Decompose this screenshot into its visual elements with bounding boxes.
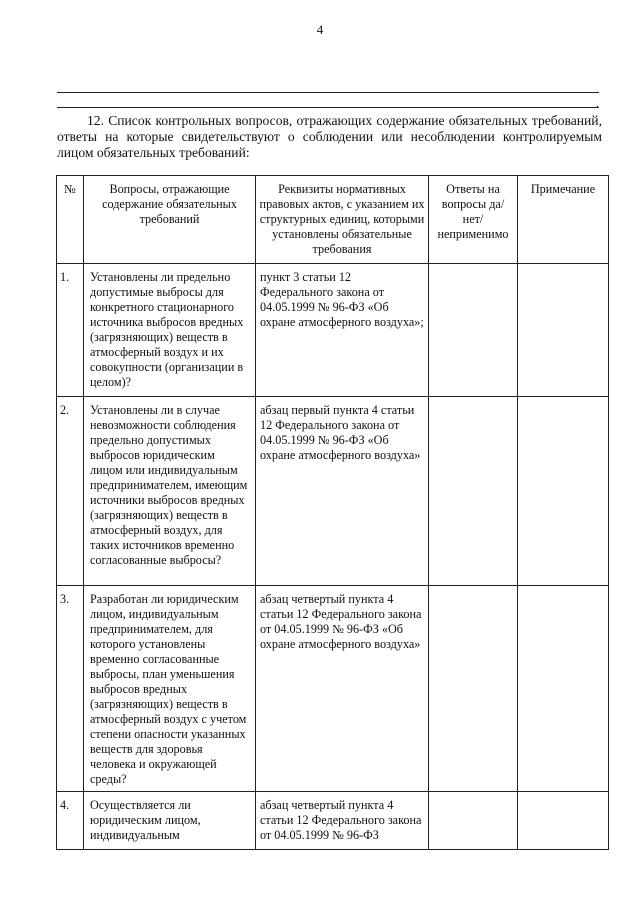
row-answer-cell[interactable] <box>429 792 518 850</box>
table-row <box>57 397 609 586</box>
header-number: № <box>57 176 84 264</box>
header-answer: Ответы на вопросы да/нет/ неприменимо <box>429 176 518 264</box>
row-question: Установлены ли предельно допустимые выбросы для конкретного стационарного источника выбросов вредных (загрязняющих) веществ в атмосферный воздух и их совокупности (организации в целом)? <box>84 264 256 397</box>
row-number: 3. <box>57 586 84 792</box>
row-number: 1. <box>57 264 84 397</box>
intro-text: 12. Список контрольных вопросов, отражающих содержание обязательных требований, ответы на которые свидетельствуют о соблюдении или несоблюдении контролируемым лицом обязательных требований: <box>57 113 602 160</box>
blank-line-2 <box>57 107 599 108</box>
row-question: Осуществляется ли юридическим лицом, индивидуальным <box>84 792 256 850</box>
blank-line-1 <box>57 92 599 93</box>
row-reference: абзац четвертый пункта 4 статьи 12 Федерального закона от 04.05.1999 № 96-ФЗ «Об охране атмосферного воздуха» <box>256 586 429 792</box>
row-number: 2. <box>57 397 84 586</box>
row-number: 4. <box>57 792 84 850</box>
header-reference: Реквизиты нормативных правовых актов, с указанием их структурных единиц, которыми установлены обязательные требования <box>256 176 429 264</box>
row-reference: пункт 3 статьи 12 Федерального закона от 04.05.1999 № 96-ФЗ «Об охране атмосферного воздуха»; <box>256 264 429 397</box>
checklist-table <box>56 175 609 850</box>
row-note-cell[interactable] <box>518 586 609 792</box>
row-reference: абзац четвертый пункта 4 статьи 12 Федерального закона от 04.05.1999 № 96-ФЗ <box>256 792 429 850</box>
row-question: Установлены ли в случае невозможности соблюдения предельно допустимых выбросов юридическим лицом или индивидуальным предпринимателем, имеющим источники выбросов вредных (загрязняющих) веществ в атмосферный воздух, для таких источников временно согласованные выбросы? <box>84 397 256 586</box>
table-row <box>57 792 609 850</box>
page-number: 4 <box>316 22 324 37</box>
header-question: Вопросы, отражающие содержание обязательных требований <box>84 176 256 264</box>
row-answer-cell[interactable] <box>429 397 518 586</box>
row-note-cell[interactable] <box>518 792 609 850</box>
row-answer-cell[interactable] <box>429 586 518 792</box>
header-row <box>57 176 609 264</box>
row-question: Разработан ли юридическим лицом, индивидуальным предпринимателем, для которого установлены временно согласованные выбросы, план уменьшения выбросов вредных (загрязняющих) веществ в атмосферный воздух с учетом степени опасности указанных веществ для здоровья человека и окружающей среды? <box>84 586 256 792</box>
row-answer-cell[interactable] <box>429 264 518 397</box>
header-note: Примечание <box>518 176 609 264</box>
table-row <box>57 586 609 792</box>
row-note-cell[interactable] <box>518 264 609 397</box>
intro-paragraph <box>57 113 602 161</box>
row-note-cell[interactable] <box>518 397 609 586</box>
line-end-dot: . <box>596 96 599 110</box>
row-reference: абзац первый пункта 4 статьи 12 Федерального закона от 04.05.1999 № 96-ФЗ «Об охране атмосферного воздуха» <box>256 397 429 586</box>
table-row <box>57 264 609 397</box>
